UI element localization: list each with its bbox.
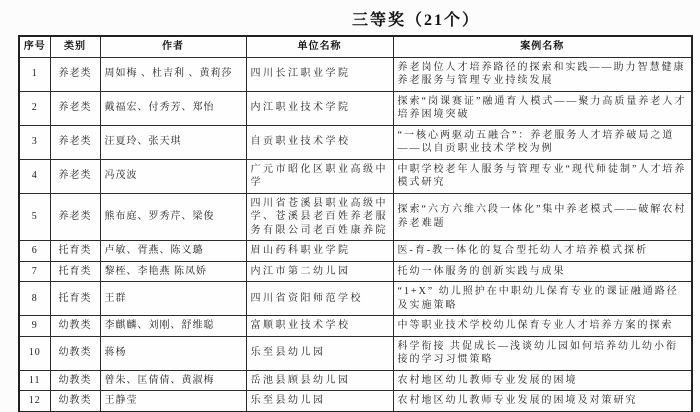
cell-authors: 曾朱、匡倩倩、黄淑梅 <box>100 370 246 391</box>
cell-authors: 周如梅 、杜吉利 、黄莉莎 <box>100 57 246 91</box>
cell-authors: 卢敏、胥燕、陈义璐 <box>100 241 246 262</box>
cell-no: 7 <box>19 261 50 282</box>
cell-category: 托育类 <box>50 261 100 282</box>
cell-unit: 内江职业技术学院 <box>246 91 393 125</box>
table-row <box>19 336 692 370</box>
cell-case: 探索“岗课赛证”融通育人模式——聚力高质量养老人才培养困境突破 <box>393 91 692 125</box>
column-header-category: 类别 <box>50 36 100 57</box>
table-row <box>19 282 692 316</box>
cell-category: 养老类 <box>50 159 100 193</box>
cell-no: 11 <box>19 370 50 391</box>
awards-table <box>18 35 693 412</box>
cell-no: 12 <box>19 391 50 412</box>
cell-no: 3 <box>19 125 50 159</box>
cell-authors: 熊布庭、罗秀芹、梁俊 <box>100 193 246 241</box>
table-row <box>19 261 692 282</box>
cell-unit: 内江市第二幼儿园 <box>246 261 393 282</box>
cell-unit: 四川省苍溪县职业高级中学、苍溪县老百姓养老服务有限公司老百姓康养院 <box>246 193 393 241</box>
cell-no: 9 <box>19 316 50 337</box>
table-row <box>19 91 692 125</box>
table-row <box>19 316 692 337</box>
cell-unit: 眉山药科职业学院 <box>246 241 393 262</box>
cell-case: 中职学校老年人服务与管理专业“现代师徒制”人才培养模式研究 <box>393 159 692 193</box>
cell-category: 幼教类 <box>50 391 100 412</box>
table-row <box>19 391 692 412</box>
cell-authors: 黎桎、李艳燕 陈凤娇 <box>100 261 246 282</box>
cell-unit: 富顺职业技术学校 <box>246 316 393 337</box>
cell-no: 2 <box>19 91 50 125</box>
cell-case: “一核心两驱动五融合”：养老服务人才培养破局之道——以自贡职业技术学校为例 <box>393 125 692 159</box>
cell-unit: 广元市昭化区职业高级中学 <box>246 159 393 193</box>
cell-category: 养老类 <box>50 125 100 159</box>
cell-authors: 王群 <box>100 282 246 316</box>
cell-category: 养老类 <box>50 91 100 125</box>
cell-unit: 乐至县幼儿园 <box>246 391 393 412</box>
cell-no: 1 <box>19 57 50 91</box>
cell-unit: 岳池县顾县幼儿园 <box>246 370 393 391</box>
table-row <box>19 241 692 262</box>
column-header-unit: 单位名称 <box>246 36 393 57</box>
cell-no: 10 <box>19 336 50 370</box>
table-row <box>19 193 692 241</box>
cell-authors: 李麒麟、刘刚、舒维聪 <box>100 316 246 337</box>
cell-category: 养老类 <box>50 193 100 241</box>
cell-category: 托育类 <box>50 241 100 262</box>
cell-case: 科学衔接 共促成长—浅谈幼儿园如何培养幼儿幼小衔接的学习习惯策略 <box>393 336 692 370</box>
table-row <box>19 159 692 193</box>
cell-authors: 王静莹 <box>100 391 246 412</box>
cell-no: 4 <box>19 159 50 193</box>
cell-authors: 汪夏玲、张天琪 <box>100 125 246 159</box>
cell-no: 8 <box>19 282 50 316</box>
cell-category: 托育类 <box>50 282 100 316</box>
cell-no: 5 <box>19 193 50 241</box>
cell-authors: 戴福宏、付秀芳、郑怡 <box>100 91 246 125</box>
column-header-authors: 作者 <box>100 36 246 57</box>
column-header-case: 案例名称 <box>393 36 692 57</box>
cell-case: 农村地区幼儿教师专业发展的困境及对策研究 <box>393 391 692 412</box>
cell-case: “1+X” 幼儿照护在中职幼儿保育专业的课证融通路径及实施策略 <box>393 282 692 316</box>
cell-no: 6 <box>19 241 50 262</box>
table-row <box>19 125 692 159</box>
cell-case: 农村地区幼儿教师专业发展的困境 <box>393 370 692 391</box>
table-row <box>19 57 692 91</box>
cell-case: 医-育-教一体化的复合型托幼人才培养模式探析 <box>393 241 692 262</box>
cell-category: 幼教类 <box>50 370 100 391</box>
cell-case: 中等职业技术学校幼儿保育专业人才培养方案的探索 <box>393 316 692 337</box>
cell-case: 养老岗位人才培养路径的探索和实践——助力智慧健康养老服务与管理专业持续发展 <box>393 57 692 91</box>
cell-unit: 四川省资阳师范学校 <box>246 282 393 316</box>
page-title: 三等奖（21个） <box>351 12 480 29</box>
cell-category: 幼教类 <box>50 336 100 370</box>
cell-case: 探索“六方六维六段一体化”集中养老模式——破解农村养老难题 <box>393 193 692 241</box>
cell-unit: 四川长江职业学院 <box>246 57 393 91</box>
cell-authors: 冯茂波 <box>100 159 246 193</box>
cell-case: 托幼一体服务的创新实践与成果 <box>393 261 692 282</box>
cell-category: 幼教类 <box>50 316 100 337</box>
cell-unit: 自贡职业技术学校 <box>246 125 393 159</box>
cell-unit: 乐至县幼儿园 <box>246 336 393 370</box>
column-header-no: 序号 <box>19 36 50 57</box>
cell-category: 养老类 <box>50 57 100 91</box>
table-header-row <box>19 36 692 57</box>
cell-authors: 蒋杨 <box>100 336 246 370</box>
table-row <box>19 370 692 391</box>
